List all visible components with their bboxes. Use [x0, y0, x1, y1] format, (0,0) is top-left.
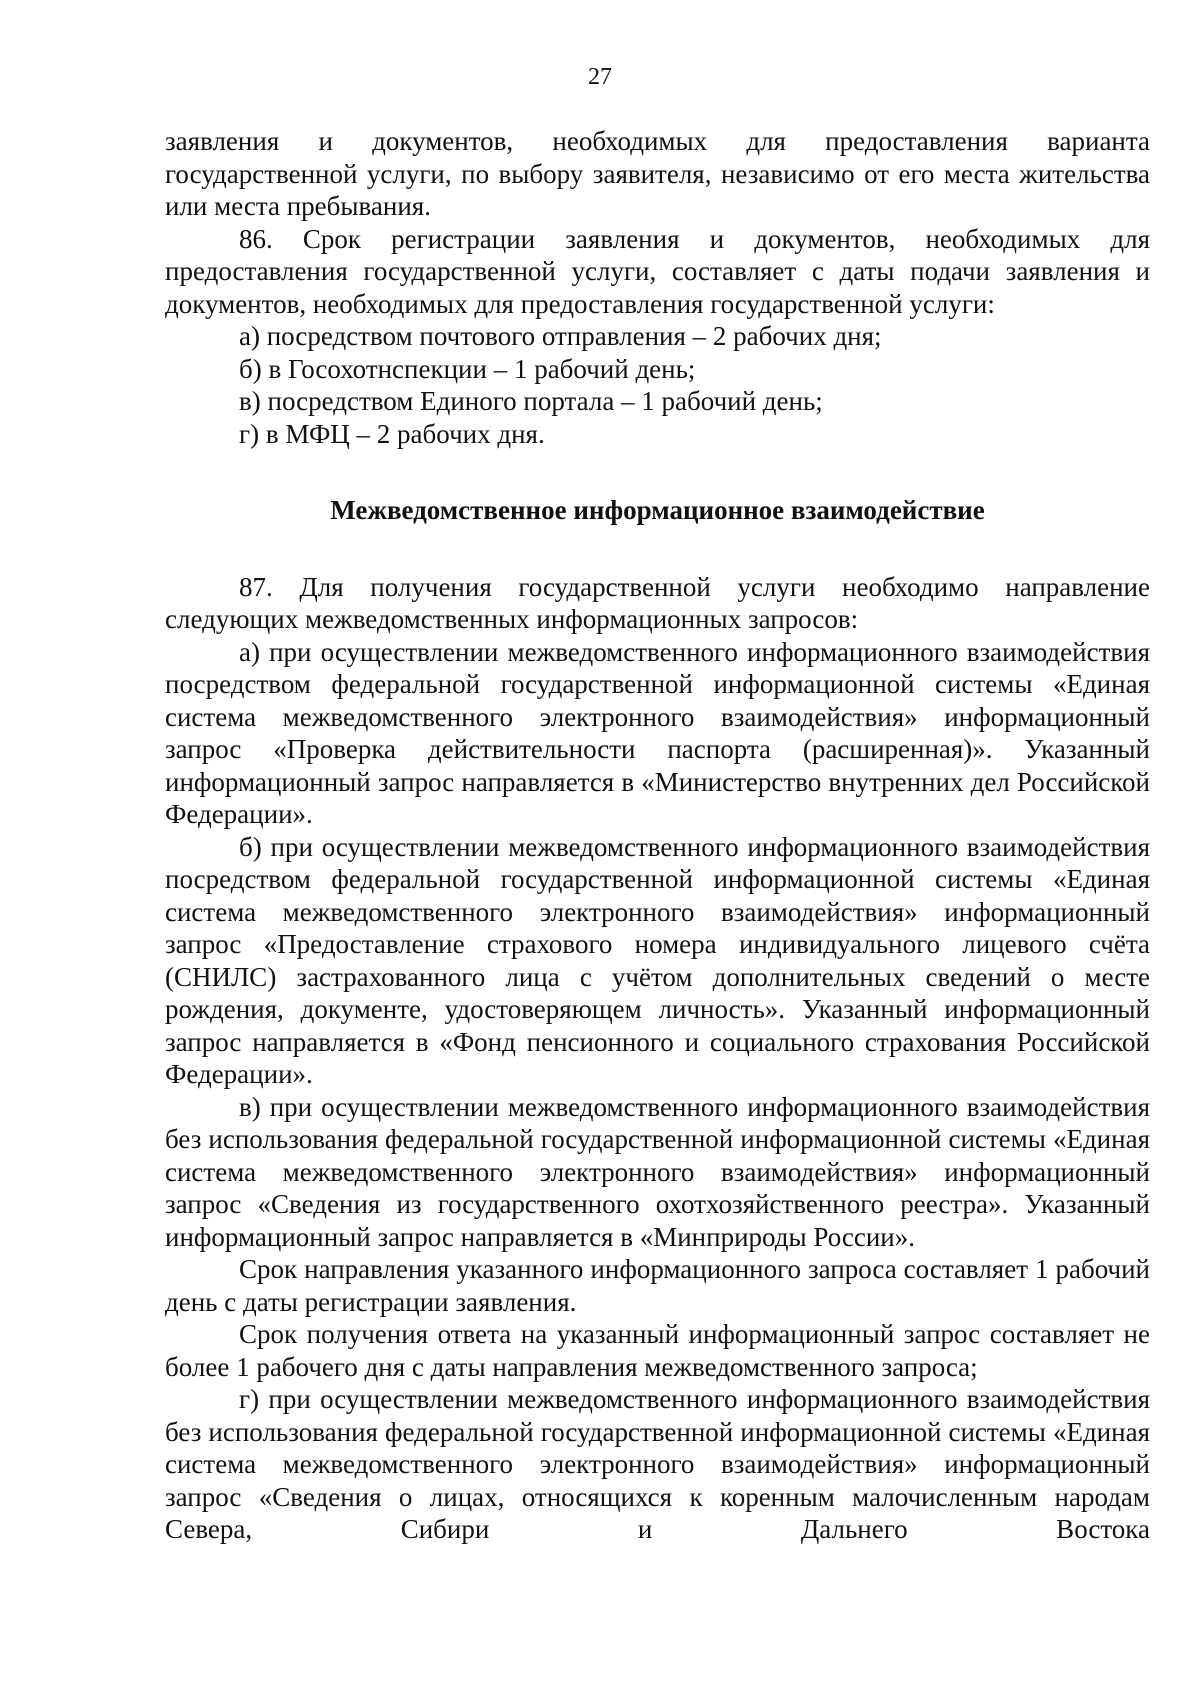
page-number: 27 [588, 64, 612, 90]
list-item: в) посредством Единого портала – 1 рабочий день; [239, 386, 823, 416]
list-item: а) посредством почтового отправления – 2 рабочих дня; [239, 321, 882, 351]
paragraph-87-g: г) при осуществлении межведомственного информационного взаимодействия без использования федеральной государственной информационной системы «Единая система межведомственного электронного взаимодействия» информационный запрос «Сведения о лицах, относящихся к коренным малочисленным народам Севера, Сибири и Дальнего Востока [165, 1384, 1150, 1544]
paragraph-87-v: в) при осуществлении межведомственного информационного взаимодействия без использования федеральной государственной информационной системы «Единая система межведомственного электронного взаимодействия» информационный запрос «Сведения из государственного охотхозяйственного реестра». Указанный информационный запрос направляется в «Минприроды России». [165, 1091, 1150, 1252]
registration-terms-list [165, 320, 1150, 450]
document-body [165, 125, 1150, 1546]
list-item: г) в МФЦ – 2 рабочих дня. [239, 418, 545, 449]
list-item: б) в Госохотнспекции – 1 рабочий день; [239, 353, 696, 384]
paragraph-86: 86. Срок регистрации заявления и документов, необходимых для предоставления государственной услуги, составляет с даты подачи заявления и документов, необходимых для предоставления государственной услуги: [165, 223, 1150, 319]
paragraph-term-send: Срок направления указанного информационного запроса составляет 1 рабочий день с даты регистрации заявления. [165, 1254, 1150, 1317]
section-heading: Межведомственное информационное взаимодействие [330, 495, 985, 525]
paragraph-term-reply: Срок получения ответа на указанный информационный запрос составляет не более 1 рабочего дня с даты направления межведомственного запроса; [165, 1319, 1150, 1382]
paragraph-intro: заявления и документов, необходимых для предоставления варианта государственной услуги, по выбору заявителя, независимо от его места жительства или места пребывания. [165, 126, 1150, 221]
paragraph-87-b: б) при осуществлении межведомственного информационного взаимодействия посредством федеральной государственной информационной системы «Единая система межведомственного электронного взаимодействия» информационный запрос «Предоставление страхового номера индивидуального лицевого счёта (СНИЛС) застрахованного лица с учётом дополнительных сведений о месте рождения, документе, удостоверяющем личность». Указанный информационный запрос направляется в «Фонд пенсионного и социального страхования Российской Федерации». [165, 831, 1150, 1089]
paragraph-87-a: а) при осуществлении межведомственного информационного взаимодействия посредством федеральной государственной информационной системы «Единая система межведомственного электронного взаимодействия» информационный запрос «Проверка действительности паспорта (расширенная)». Указанный информационный запрос направляется в «Министерство внутренних дел Российской Федерации». [165, 636, 1150, 829]
paragraph-87: 87. Для получения государственной услуги необходимо направление следующих межведомственных информационных запросов: [165, 571, 1150, 634]
